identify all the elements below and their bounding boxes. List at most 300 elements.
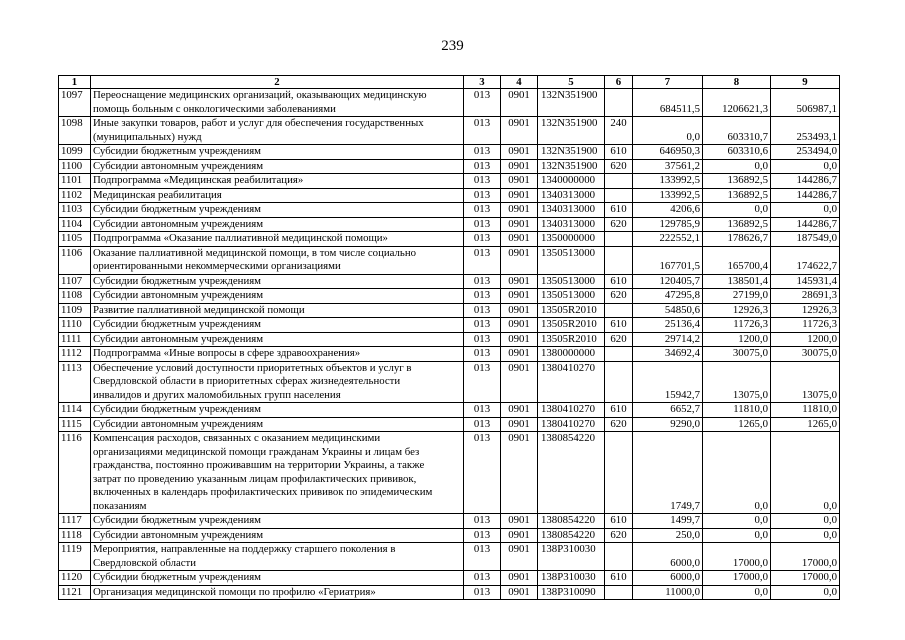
code-col-4-cell: 0901 xyxy=(501,332,538,347)
description-line: инвалидов и других маломобильных групп населения xyxy=(93,388,341,401)
code-col-5-cell: 1380410270 xyxy=(538,361,605,403)
description-line: Свердловской области xyxy=(93,556,197,569)
code-col-5-cell: 1350513000 xyxy=(538,289,605,304)
code-col-5-cell: 1380410270 xyxy=(538,417,605,432)
description-line: Субсидии автономным учреждениям xyxy=(93,528,264,541)
description-line: Субсидии бюджетным учреждениям xyxy=(93,145,262,157)
amount-col-8-cell: 1206621,3 xyxy=(703,89,771,117)
row-number-cell: 1119 xyxy=(59,543,91,571)
table-row xyxy=(59,347,840,362)
code-col-5-cell: 1380854220 xyxy=(538,528,605,543)
amount-col-8-cell: 603310,6 xyxy=(703,145,771,160)
amount-col-7-cell: 15942,7 xyxy=(633,361,703,403)
code-col-4-cell: 0901 xyxy=(501,217,538,232)
code-col-3-cell: 013 xyxy=(464,145,501,160)
code-col-6-cell xyxy=(605,246,633,274)
code-col-4-cell: 0901 xyxy=(501,347,538,362)
code-col-4-cell: 0901 xyxy=(501,585,538,600)
row-number-cell: 1110 xyxy=(59,318,91,333)
amount-col-8-cell: 17000,0 xyxy=(703,543,771,571)
amount-col-8-cell: 0,0 xyxy=(703,528,771,543)
row-number-cell: 1098 xyxy=(59,117,91,145)
row-number-cell: 1120 xyxy=(59,571,91,586)
amount-col-7-cell: 47295,8 xyxy=(633,289,703,304)
code-col-3-cell: 013 xyxy=(464,274,501,289)
amount-col-7-cell: 646950,3 xyxy=(633,145,703,160)
description-line: Субсидии бюджетным учреждениям xyxy=(93,571,262,583)
amount-col-7-cell: 133992,5 xyxy=(633,188,703,203)
table-row xyxy=(59,585,840,600)
code-col-5-cell: 1340313000 xyxy=(538,217,605,232)
table-row xyxy=(59,514,840,529)
code-col-6-cell: 620 xyxy=(605,289,633,304)
table-row xyxy=(59,543,840,571)
row-number-cell: 1107 xyxy=(59,274,91,289)
row-number-cell: 1106 xyxy=(59,246,91,274)
code-col-3-cell: 013 xyxy=(464,432,501,514)
description-line: Развитие паллиативной медицинской помощи xyxy=(93,303,305,316)
code-col-4-cell: 0901 xyxy=(501,274,538,289)
header-col-8: 8 xyxy=(703,76,771,89)
code-col-6-cell: 240 xyxy=(605,117,633,145)
amount-col-7-cell: 684511,5 xyxy=(633,89,703,117)
code-col-6-cell xyxy=(605,585,633,600)
description-line: Субсидии автономным учреждениям xyxy=(93,332,264,345)
description-cell xyxy=(91,159,464,174)
code-col-6-cell xyxy=(605,188,633,203)
amount-col-7-cell: 29714,2 xyxy=(633,332,703,347)
description-cell xyxy=(91,347,464,362)
code-col-3-cell: 013 xyxy=(464,174,501,189)
code-col-5-cell: 138P310030 xyxy=(538,571,605,586)
row-number-cell: 1115 xyxy=(59,417,91,432)
description-line: организациями медицинской помощи гражданам Украины и лицам без xyxy=(93,445,420,458)
row-number-cell: 1100 xyxy=(59,159,91,174)
description-line: включенных в календарь профилактических прививок по эпидемическим xyxy=(93,486,433,498)
table-row xyxy=(59,117,840,145)
description-line: Мероприятия, направленные на поддержку старшего поколения в xyxy=(93,543,396,555)
description-line: Обеспечение условий доступности приоритетных объектов и услуг в xyxy=(93,361,412,374)
code-col-4-cell: 0901 xyxy=(501,543,538,571)
amount-col-8-cell: 0,0 xyxy=(703,514,771,529)
code-col-4-cell: 0901 xyxy=(501,303,538,318)
description-cell xyxy=(91,188,464,203)
description-cell xyxy=(91,203,464,218)
amount-col-7-cell: 37561,2 xyxy=(633,159,703,174)
table-row xyxy=(59,246,840,274)
code-col-5-cell: 138P310030 xyxy=(538,543,605,571)
description-line: Подпрограмма «Медицинская реабилитация» xyxy=(93,174,304,186)
description-line: Подпрограмма «Оказание паллиативной медицинской помощи» xyxy=(93,232,388,244)
table-row xyxy=(59,188,840,203)
description-cell xyxy=(91,528,464,543)
code-col-4-cell: 0901 xyxy=(501,232,538,247)
header-col-1: 1 xyxy=(59,76,91,89)
code-col-5-cell: 1380854220 xyxy=(538,432,605,514)
code-col-6-cell: 610 xyxy=(605,514,633,529)
code-col-3-cell: 013 xyxy=(464,159,501,174)
row-number-cell: 1117 xyxy=(59,514,91,529)
code-col-3-cell: 013 xyxy=(464,203,501,218)
amount-col-9-cell: 0,0 xyxy=(771,203,840,218)
description-line: Субсидии бюджетным учреждениям xyxy=(93,514,262,526)
description-line: Субсидии автономным учреждениям xyxy=(93,159,264,172)
code-col-4-cell: 0901 xyxy=(501,528,538,543)
code-col-4-cell: 0901 xyxy=(501,246,538,274)
code-col-4-cell: 0901 xyxy=(501,318,538,333)
header-row xyxy=(59,76,840,89)
row-number-cell: 1105 xyxy=(59,232,91,247)
amount-col-8-cell: 17000,0 xyxy=(703,571,771,586)
amount-col-8-cell: 1200,0 xyxy=(703,332,771,347)
description-line: Организация медицинской помощи по профилю «Гериатрия» xyxy=(93,585,376,598)
row-number-cell: 1113 xyxy=(59,361,91,403)
table-row xyxy=(59,89,840,117)
code-col-3-cell: 013 xyxy=(464,528,501,543)
description-line: гражданства, постоянно проживавшим на территории Украины, а также xyxy=(93,459,425,471)
description-cell xyxy=(91,232,464,247)
row-number-cell: 1104 xyxy=(59,217,91,232)
amount-col-8-cell: 1265,0 xyxy=(703,417,771,432)
description-cell xyxy=(91,318,464,333)
header-col-3: 3 xyxy=(464,76,501,89)
budget-table xyxy=(58,75,840,600)
description-cell xyxy=(91,289,464,304)
code-col-5-cell: 13505R2010 xyxy=(538,318,605,333)
row-number-cell: 1108 xyxy=(59,289,91,304)
description-line: показаниям xyxy=(93,499,147,512)
code-col-3-cell: 013 xyxy=(464,585,501,600)
amount-col-9-cell: 0,0 xyxy=(771,432,840,514)
code-col-6-cell xyxy=(605,303,633,318)
amount-col-7-cell: 54850,6 xyxy=(633,303,703,318)
amount-col-7-cell: 25136,4 xyxy=(633,318,703,333)
amount-col-9-cell: 144286,7 xyxy=(771,217,840,232)
code-col-6-cell: 610 xyxy=(605,571,633,586)
code-col-5-cell: 1340313000 xyxy=(538,188,605,203)
description-cell xyxy=(91,361,464,403)
amount-col-9-cell: 30075,0 xyxy=(771,347,840,362)
code-col-5-cell: 1350513000 xyxy=(538,274,605,289)
code-col-6-cell xyxy=(605,543,633,571)
row-number-cell: 1099 xyxy=(59,145,91,160)
table-row xyxy=(59,417,840,432)
row-number-cell: 1116 xyxy=(59,432,91,514)
table-row xyxy=(59,332,840,347)
description-cell xyxy=(91,246,464,274)
code-col-4-cell: 0901 xyxy=(501,571,538,586)
amount-col-7-cell: 6000,0 xyxy=(633,571,703,586)
table-row xyxy=(59,571,840,586)
table-row xyxy=(59,274,840,289)
row-number-cell: 1103 xyxy=(59,203,91,218)
amount-col-7-cell: 250,0 xyxy=(633,528,703,543)
row-number-cell: 1121 xyxy=(59,585,91,600)
page-number: 239 xyxy=(441,38,464,54)
amount-col-9-cell: 1200,0 xyxy=(771,332,840,347)
amount-col-8-cell: 603310,7 xyxy=(703,117,771,145)
description-cell xyxy=(91,571,464,586)
code-col-4-cell: 0901 xyxy=(501,117,538,145)
amount-col-8-cell: 136892,5 xyxy=(703,188,771,203)
table-row xyxy=(59,203,840,218)
row-number-cell: 1111 xyxy=(59,332,91,347)
table-row xyxy=(59,145,840,160)
code-col-3-cell: 013 xyxy=(464,347,501,362)
table-row xyxy=(59,432,840,514)
header-col-5: 5 xyxy=(538,76,605,89)
code-col-6-cell: 610 xyxy=(605,318,633,333)
amount-col-9-cell: 506987,1 xyxy=(771,89,840,117)
description-line: Субсидии бюджетным учреждениям xyxy=(93,318,262,330)
description-cell xyxy=(91,174,464,189)
table-row xyxy=(59,217,840,232)
code-col-4-cell: 0901 xyxy=(501,188,538,203)
code-col-3-cell: 013 xyxy=(464,246,501,274)
code-col-6-cell xyxy=(605,89,633,117)
code-col-5-cell: 1350513000 xyxy=(538,246,605,274)
amount-col-9-cell: 145931,4 xyxy=(771,274,840,289)
amount-col-8-cell: 178626,7 xyxy=(703,232,771,247)
code-col-4-cell: 0901 xyxy=(501,289,538,304)
code-col-5-cell: 1380410270 xyxy=(538,403,605,418)
code-col-5-cell: 1350000000 xyxy=(538,232,605,247)
code-col-5-cell: 132N351900 xyxy=(538,159,605,174)
amount-col-9-cell: 187549,0 xyxy=(771,232,840,247)
code-col-5-cell: 1340313000 xyxy=(538,203,605,218)
description-line: Оказание паллиативной медицинской помощи, в том числе социально xyxy=(93,246,416,259)
table-row xyxy=(59,403,840,418)
header-col-4: 4 xyxy=(501,76,538,89)
amount-col-7-cell: 6000,0 xyxy=(633,543,703,571)
table-row xyxy=(59,303,840,318)
code-col-4-cell: 0901 xyxy=(501,417,538,432)
code-col-5-cell: 13505R2010 xyxy=(538,303,605,318)
amount-col-8-cell: 0,0 xyxy=(703,432,771,514)
code-col-6-cell: 610 xyxy=(605,403,633,418)
amount-col-7-cell: 129785,9 xyxy=(633,217,703,232)
amount-col-7-cell: 4206,6 xyxy=(633,203,703,218)
code-col-3-cell: 013 xyxy=(464,514,501,529)
code-col-5-cell: 132N351900 xyxy=(538,145,605,160)
code-col-5-cell: 132N351900 xyxy=(538,89,605,117)
code-col-5-cell: 1340000000 xyxy=(538,174,605,189)
code-col-3-cell: 013 xyxy=(464,403,501,418)
code-col-3-cell: 013 xyxy=(464,571,501,586)
description-line: Подпрограмма «Иные вопросы в сфере здравоохранения» xyxy=(93,347,361,359)
description-line: Субсидии автономным учреждениям xyxy=(93,289,264,301)
code-col-3-cell: 013 xyxy=(464,332,501,347)
amount-col-8-cell: 27199,0 xyxy=(703,289,771,304)
code-col-5-cell: 132N351900 xyxy=(538,117,605,145)
description-cell xyxy=(91,514,464,529)
amount-col-9-cell: 13075,0 xyxy=(771,361,840,403)
code-col-4-cell: 0901 xyxy=(501,432,538,514)
code-col-3-cell: 013 xyxy=(464,217,501,232)
description-cell xyxy=(91,332,464,347)
amount-col-8-cell: 0,0 xyxy=(703,203,771,218)
row-number-cell: 1114 xyxy=(59,403,91,418)
description-line: помощь больным с онкологическими заболеваниями xyxy=(93,102,336,115)
table-header xyxy=(59,76,840,89)
table-body xyxy=(59,89,840,600)
code-col-6-cell xyxy=(605,232,633,247)
amount-col-9-cell: 0,0 xyxy=(771,159,840,174)
header-col-9: 9 xyxy=(771,76,840,89)
code-col-6-cell: 610 xyxy=(605,274,633,289)
description-line: Компенсация расходов, связанных с оказанием медицинскими xyxy=(93,432,381,444)
description-cell xyxy=(91,543,464,571)
amount-col-9-cell: 0,0 xyxy=(771,585,840,600)
code-col-6-cell: 620 xyxy=(605,528,633,543)
table-row xyxy=(59,159,840,174)
amount-col-8-cell: 0,0 xyxy=(703,159,771,174)
code-col-6-cell xyxy=(605,174,633,189)
code-col-6-cell: 610 xyxy=(605,203,633,218)
code-col-6-cell: 620 xyxy=(605,159,633,174)
code-col-6-cell: 620 xyxy=(605,217,633,232)
header-col-2: 2 xyxy=(91,76,464,89)
amount-col-7-cell: 222552,1 xyxy=(633,232,703,247)
code-col-4-cell: 0901 xyxy=(501,203,538,218)
description-cell xyxy=(91,585,464,600)
description-line: Субсидии автономным учреждениям xyxy=(93,417,264,430)
code-col-6-cell: 620 xyxy=(605,332,633,347)
code-col-3-cell: 013 xyxy=(464,89,501,117)
code-col-4-cell: 0901 xyxy=(501,514,538,529)
code-col-6-cell xyxy=(605,432,633,514)
amount-col-9-cell: 28691,3 xyxy=(771,289,840,304)
code-col-5-cell: 1380854220 xyxy=(538,514,605,529)
description-line: ориентированными некоммерческими организациями xyxy=(93,260,341,272)
code-col-5-cell: 138P310090 xyxy=(538,585,605,600)
description-cell xyxy=(91,89,464,117)
code-col-4-cell: 0901 xyxy=(501,159,538,174)
description-line: (муниципальных) нужд xyxy=(93,130,202,143)
code-col-5-cell: 13505R2010 xyxy=(538,332,605,347)
amount-col-7-cell: 133992,5 xyxy=(633,174,703,189)
description-line: Субсидии автономным учреждениям xyxy=(93,217,264,230)
description-cell xyxy=(91,403,464,418)
amount-col-9-cell: 12926,3 xyxy=(771,303,840,318)
amount-col-7-cell: 34692,4 xyxy=(633,347,703,362)
description-cell xyxy=(91,417,464,432)
amount-col-9-cell: 11726,3 xyxy=(771,318,840,333)
amount-col-8-cell: 13075,0 xyxy=(703,361,771,403)
code-col-6-cell: 620 xyxy=(605,417,633,432)
amount-col-8-cell: 165700,4 xyxy=(703,246,771,274)
amount-col-9-cell: 144286,7 xyxy=(771,188,840,203)
description-cell xyxy=(91,217,464,232)
code-col-3-cell: 013 xyxy=(464,232,501,247)
code-col-3-cell: 013 xyxy=(464,303,501,318)
code-col-6-cell: 610 xyxy=(605,145,633,160)
amount-col-9-cell: 17000,0 xyxy=(771,571,840,586)
description-line: затрат по проведению указанным лицам профилактических прививок, xyxy=(93,472,417,485)
code-col-3-cell: 013 xyxy=(464,289,501,304)
amount-col-7-cell: 120405,7 xyxy=(633,274,703,289)
code-col-4-cell: 0901 xyxy=(501,174,538,189)
amount-col-9-cell: 1265,0 xyxy=(771,417,840,432)
description-line: Медицинская реабилитация xyxy=(93,188,222,201)
amount-col-7-cell: 1749,7 xyxy=(633,432,703,514)
amount-col-9-cell: 144286,7 xyxy=(771,174,840,189)
description-line: Субсидии бюджетным учреждениям xyxy=(93,203,262,215)
code-col-3-cell: 013 xyxy=(464,188,501,203)
row-number-cell: 1102 xyxy=(59,188,91,203)
amount-col-7-cell: 0,0 xyxy=(633,117,703,145)
amount-col-9-cell: 253493,1 xyxy=(771,117,840,145)
table-row xyxy=(59,174,840,189)
description-line: Переоснащение медицинских организаций, оказывающих медицинскую xyxy=(93,89,427,101)
amount-col-9-cell: 0,0 xyxy=(771,514,840,529)
description-line: Иные закупки товаров, работ и услуг для обеспечения государственных xyxy=(93,117,424,129)
description-line: Субсидии бюджетным учреждениям xyxy=(93,274,262,287)
amount-col-8-cell: 11726,3 xyxy=(703,318,771,333)
table-row xyxy=(59,361,840,403)
description-cell xyxy=(91,303,464,318)
code-col-4-cell: 0901 xyxy=(501,403,538,418)
amount-col-9-cell: 0,0 xyxy=(771,528,840,543)
code-col-4-cell: 0901 xyxy=(501,89,538,117)
amount-col-7-cell: 167701,5 xyxy=(633,246,703,274)
amount-col-8-cell: 12926,3 xyxy=(703,303,771,318)
code-col-3-cell: 013 xyxy=(464,361,501,403)
amount-col-9-cell: 17000,0 xyxy=(771,543,840,571)
description-cell xyxy=(91,432,464,514)
description-line: Свердловской области в приоритетных сферах жизнедеятельности xyxy=(93,375,401,387)
row-number-cell: 1101 xyxy=(59,174,91,189)
row-number-cell: 1109 xyxy=(59,303,91,318)
code-col-4-cell: 0901 xyxy=(501,361,538,403)
description-line: Субсидии бюджетным учреждениям xyxy=(93,403,262,415)
amount-col-7-cell: 1499,7 xyxy=(633,514,703,529)
row-number-cell: 1112 xyxy=(59,347,91,362)
amount-col-8-cell: 138501,4 xyxy=(703,274,771,289)
header-col-7: 7 xyxy=(633,76,703,89)
amount-col-8-cell: 136892,5 xyxy=(703,217,771,232)
amount-col-7-cell: 9290,0 xyxy=(633,417,703,432)
code-col-3-cell: 013 xyxy=(464,543,501,571)
amount-col-9-cell: 174622,7 xyxy=(771,246,840,274)
description-cell xyxy=(91,274,464,289)
amount-col-7-cell: 11000,0 xyxy=(633,585,703,600)
table-row xyxy=(59,318,840,333)
amount-col-8-cell: 30075,0 xyxy=(703,347,771,362)
code-col-3-cell: 013 xyxy=(464,417,501,432)
description-cell xyxy=(91,117,464,145)
header-col-6: 6 xyxy=(605,76,633,89)
amount-col-8-cell: 136892,5 xyxy=(703,174,771,189)
row-number-cell: 1118 xyxy=(59,528,91,543)
amount-col-8-cell: 11810,0 xyxy=(703,403,771,418)
code-col-3-cell: 013 xyxy=(464,318,501,333)
table-row xyxy=(59,528,840,543)
amount-col-7-cell: 6652,7 xyxy=(633,403,703,418)
amount-col-8-cell: 0,0 xyxy=(703,585,771,600)
code-col-3-cell: 013 xyxy=(464,117,501,145)
amount-col-9-cell: 11810,0 xyxy=(771,403,840,418)
amount-col-9-cell: 253494,0 xyxy=(771,145,840,160)
code-col-5-cell: 1380000000 xyxy=(538,347,605,362)
code-col-4-cell: 0901 xyxy=(501,145,538,160)
table-row xyxy=(59,289,840,304)
code-col-6-cell xyxy=(605,361,633,403)
row-number-cell: 1097 xyxy=(59,89,91,117)
table-row xyxy=(59,232,840,247)
code-col-6-cell xyxy=(605,347,633,362)
description-cell xyxy=(91,145,464,160)
